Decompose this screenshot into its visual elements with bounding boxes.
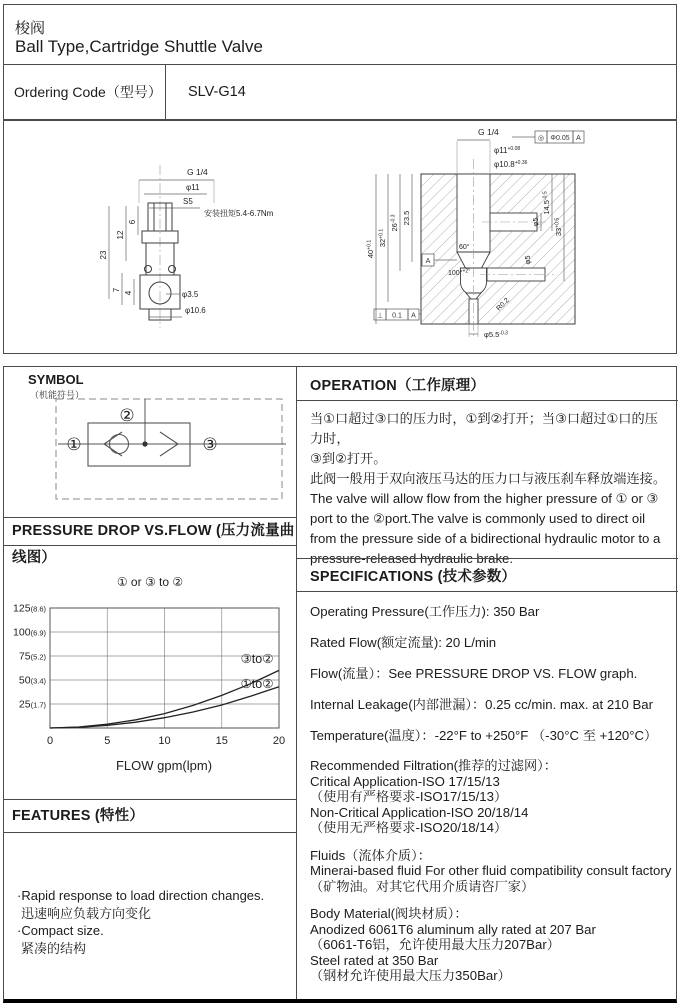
ordering-code-row (4, 64, 676, 119)
spec-line: Fluids（流体介质）： (310, 847, 431, 863)
operation-line: ③到②打开。 (310, 451, 387, 466)
fcf-tolerance: 0.1 (392, 312, 402, 320)
dim-port-dia: φ5 (531, 217, 540, 227)
spec-line: （使用有严格要求-ISO17/15/13） (310, 789, 508, 804)
curve-label-1to2: ①to② (240, 677, 274, 691)
dim-32: $32^{+0.1}$ (378, 228, 387, 248)
operation-line: port to the ②port.The valve is commonly used to direct oil (310, 511, 646, 526)
feature-line: 迅速响应负载方向变化 (21, 905, 152, 921)
spec-line: （6061-T6铝，允许使用最大压力207Bar） (310, 937, 560, 952)
spec-item: Flow(流量）：See PRESSURE DROP VS. FLOW graph. (310, 666, 638, 681)
y-tick-label: 50(3.4) (18, 674, 46, 687)
port-3-label: ③ (202, 435, 218, 454)
dim-port-dia2: φ5 (523, 255, 532, 265)
fcf-top (512, 131, 584, 143)
dim-bore2: $\varphi 10.8^{+0.36}$ (494, 160, 528, 169)
port-2-label: ② (119, 406, 135, 425)
operation-line: from the pressure side of a bidirectional hydraulic motor to a (310, 531, 661, 546)
chart-x-axis-label: FLOW gpm(lpm) (115, 758, 213, 773)
x-tick-label: 15 (215, 735, 228, 747)
dim-12: 12 (116, 230, 125, 240)
dim-14-5: $14.5^{-0.5}$ (542, 191, 551, 215)
y-tick-label: 75(5.2) (18, 650, 46, 663)
y-tick-label: 25(1.7) (18, 698, 46, 711)
dim-33: $33^{+0.5}$ (554, 217, 563, 237)
specifications-header: SPECIFICATIONS (技术参数） (310, 569, 517, 585)
dim-dia55: $\varphi 5.5^{-0.3}$ (484, 330, 508, 339)
fcf-tolerance: Φ0.05 (550, 135, 570, 142)
symbol-header: SYMBOL (28, 372, 84, 387)
fcf-symbol: ⊥ (376, 312, 384, 320)
dim-7: 7 (112, 287, 121, 293)
spec-item: Temperature(温度）：-22°F to +250°F （-30°C 至 +120°C） (310, 728, 658, 743)
column-divider (296, 367, 297, 999)
dim-thread: G 1/4 (187, 167, 208, 177)
features-list (17, 887, 264, 957)
spec-item: Rated Flow(额定流量): 20 L/min (310, 635, 497, 650)
right-cavity-drawing (362, 121, 674, 355)
spec-line: （使用无严格要求-ISO20/18/14） (310, 820, 508, 835)
dim-23: 23 (99, 250, 108, 260)
operation-header: OPERATION（工作原理） (310, 378, 486, 394)
spec-line: Critical Application-ISO 17/15/13 (310, 773, 500, 789)
operation-line: pressure-released hydraulic brake. (310, 551, 514, 566)
operation-header-underline (297, 400, 678, 401)
feature-line: ·Rapid response to load direction changes. (17, 888, 265, 903)
features-header: FEATURES (特性） (4, 799, 296, 833)
pressure-drop-header: PRESSURE DROP VS.FLOW (压力流量曲线图） (4, 517, 296, 546)
svg-text:A: A (425, 258, 431, 265)
left-valve-drawing (92, 123, 332, 351)
ordering-code-value: SLV-G14 (188, 84, 246, 100)
spec-line: （钢材允许使用最大压力350Bar） (310, 968, 511, 983)
ordering-code-label: Ordering Code（型号） (4, 65, 166, 119)
operation-line: The valve will allow flow from the higher pressure of ① or ③ (310, 491, 659, 506)
spec-line: （矿物油。对其它代用介质请咨厂家） (310, 878, 535, 894)
feature-line: 紧凑的结构 (21, 940, 87, 956)
curve-label-3to2: ③to② (240, 652, 274, 666)
specifications-header-underline (297, 591, 678, 592)
hydraulic-symbol (52, 391, 292, 513)
operation-line: 当①口超过③口的压力时，①到②打开；当③口超过①口的压力时， (310, 411, 658, 446)
dim-6: 6 (128, 219, 137, 225)
spec-line: Non-Critical Application-ISO 20/18/14 (310, 804, 529, 820)
specifications-list (310, 603, 672, 984)
dim-hex: S5 (183, 197, 193, 206)
feature-line: ·Compact size. (17, 923, 104, 938)
operation-text (310, 409, 670, 569)
dim-angle100: 100°$^{+2^\circ}$ (448, 268, 471, 277)
fcf-datum: A (576, 135, 581, 142)
specifications-top-line (297, 558, 678, 559)
spec-item: Internal Leakage(内部泄漏）：0.25 cc/min. max. at 210 Bar (310, 697, 654, 712)
spec-line: Body Material(阀块材质）： (310, 906, 468, 921)
title-block (3, 4, 677, 120)
fcf-symbol: ◎ (537, 135, 545, 142)
x-tick-label: 5 (104, 735, 111, 747)
dim-radius: R0.2 (495, 297, 511, 313)
dim-bore1: $\varphi 11^{+0.08}$ (494, 146, 521, 155)
x-tick-label: 20 (272, 735, 286, 747)
fcf-datum: A (411, 312, 416, 320)
dim-40: $40^{+0.1}$ (366, 239, 375, 259)
dim-thread: G 1/4 (478, 127, 499, 137)
chart-grid-and-ticks (13, 603, 285, 748)
spec-line: Recommended Filtration(推荐的过滤网）： (310, 758, 557, 773)
spec-line: Steel rated at 350 Bar (310, 952, 439, 968)
drawings-panel (3, 120, 677, 354)
x-tick-label: 0 (46, 735, 54, 747)
pressure-drop-chart (10, 549, 295, 797)
page-title: 梭阀 (15, 20, 46, 37)
y-tick-label: 125(8.6) (13, 602, 46, 615)
port-1-label: ① (66, 435, 82, 454)
page-subtitle: Ball Type,Cartridge Shuttle Valve (15, 37, 263, 56)
main-panel (3, 366, 677, 1003)
operation-line: 此阀一般用于双向液压马达的压力口与液压刹车释放端连接。 (310, 471, 667, 486)
x-tick-label: 10 (158, 735, 171, 747)
spec-line: Anodized 6061T6 aluminum ally rated at 207 Bar (310, 921, 596, 937)
torque-note: 安装扭矩5.4-6.7Nm (204, 209, 274, 218)
dim-angle60: 60° (459, 244, 470, 251)
dim-dia11: φ11 (186, 183, 200, 192)
spec-line: Minerai-based fluid For other fluid compatibility consult factory (310, 863, 672, 878)
chart-title: ① or ③ to ② (116, 575, 184, 589)
dim-4: 4 (124, 290, 133, 296)
dim-dia106: φ10.6 (185, 306, 206, 315)
dim-26: $26^{-0.3}$ (390, 214, 399, 232)
spec-item: Operating Pressure(工作压力): 350 Bar (310, 604, 540, 619)
fcf-bottom (374, 309, 421, 320)
y-tick-label: 100(6.9) (13, 626, 46, 639)
symbol-subheader: （机能符号） (30, 390, 85, 400)
dim-23-5: 23.5 (402, 210, 411, 226)
dim-dia35: φ3.5 (182, 290, 199, 299)
